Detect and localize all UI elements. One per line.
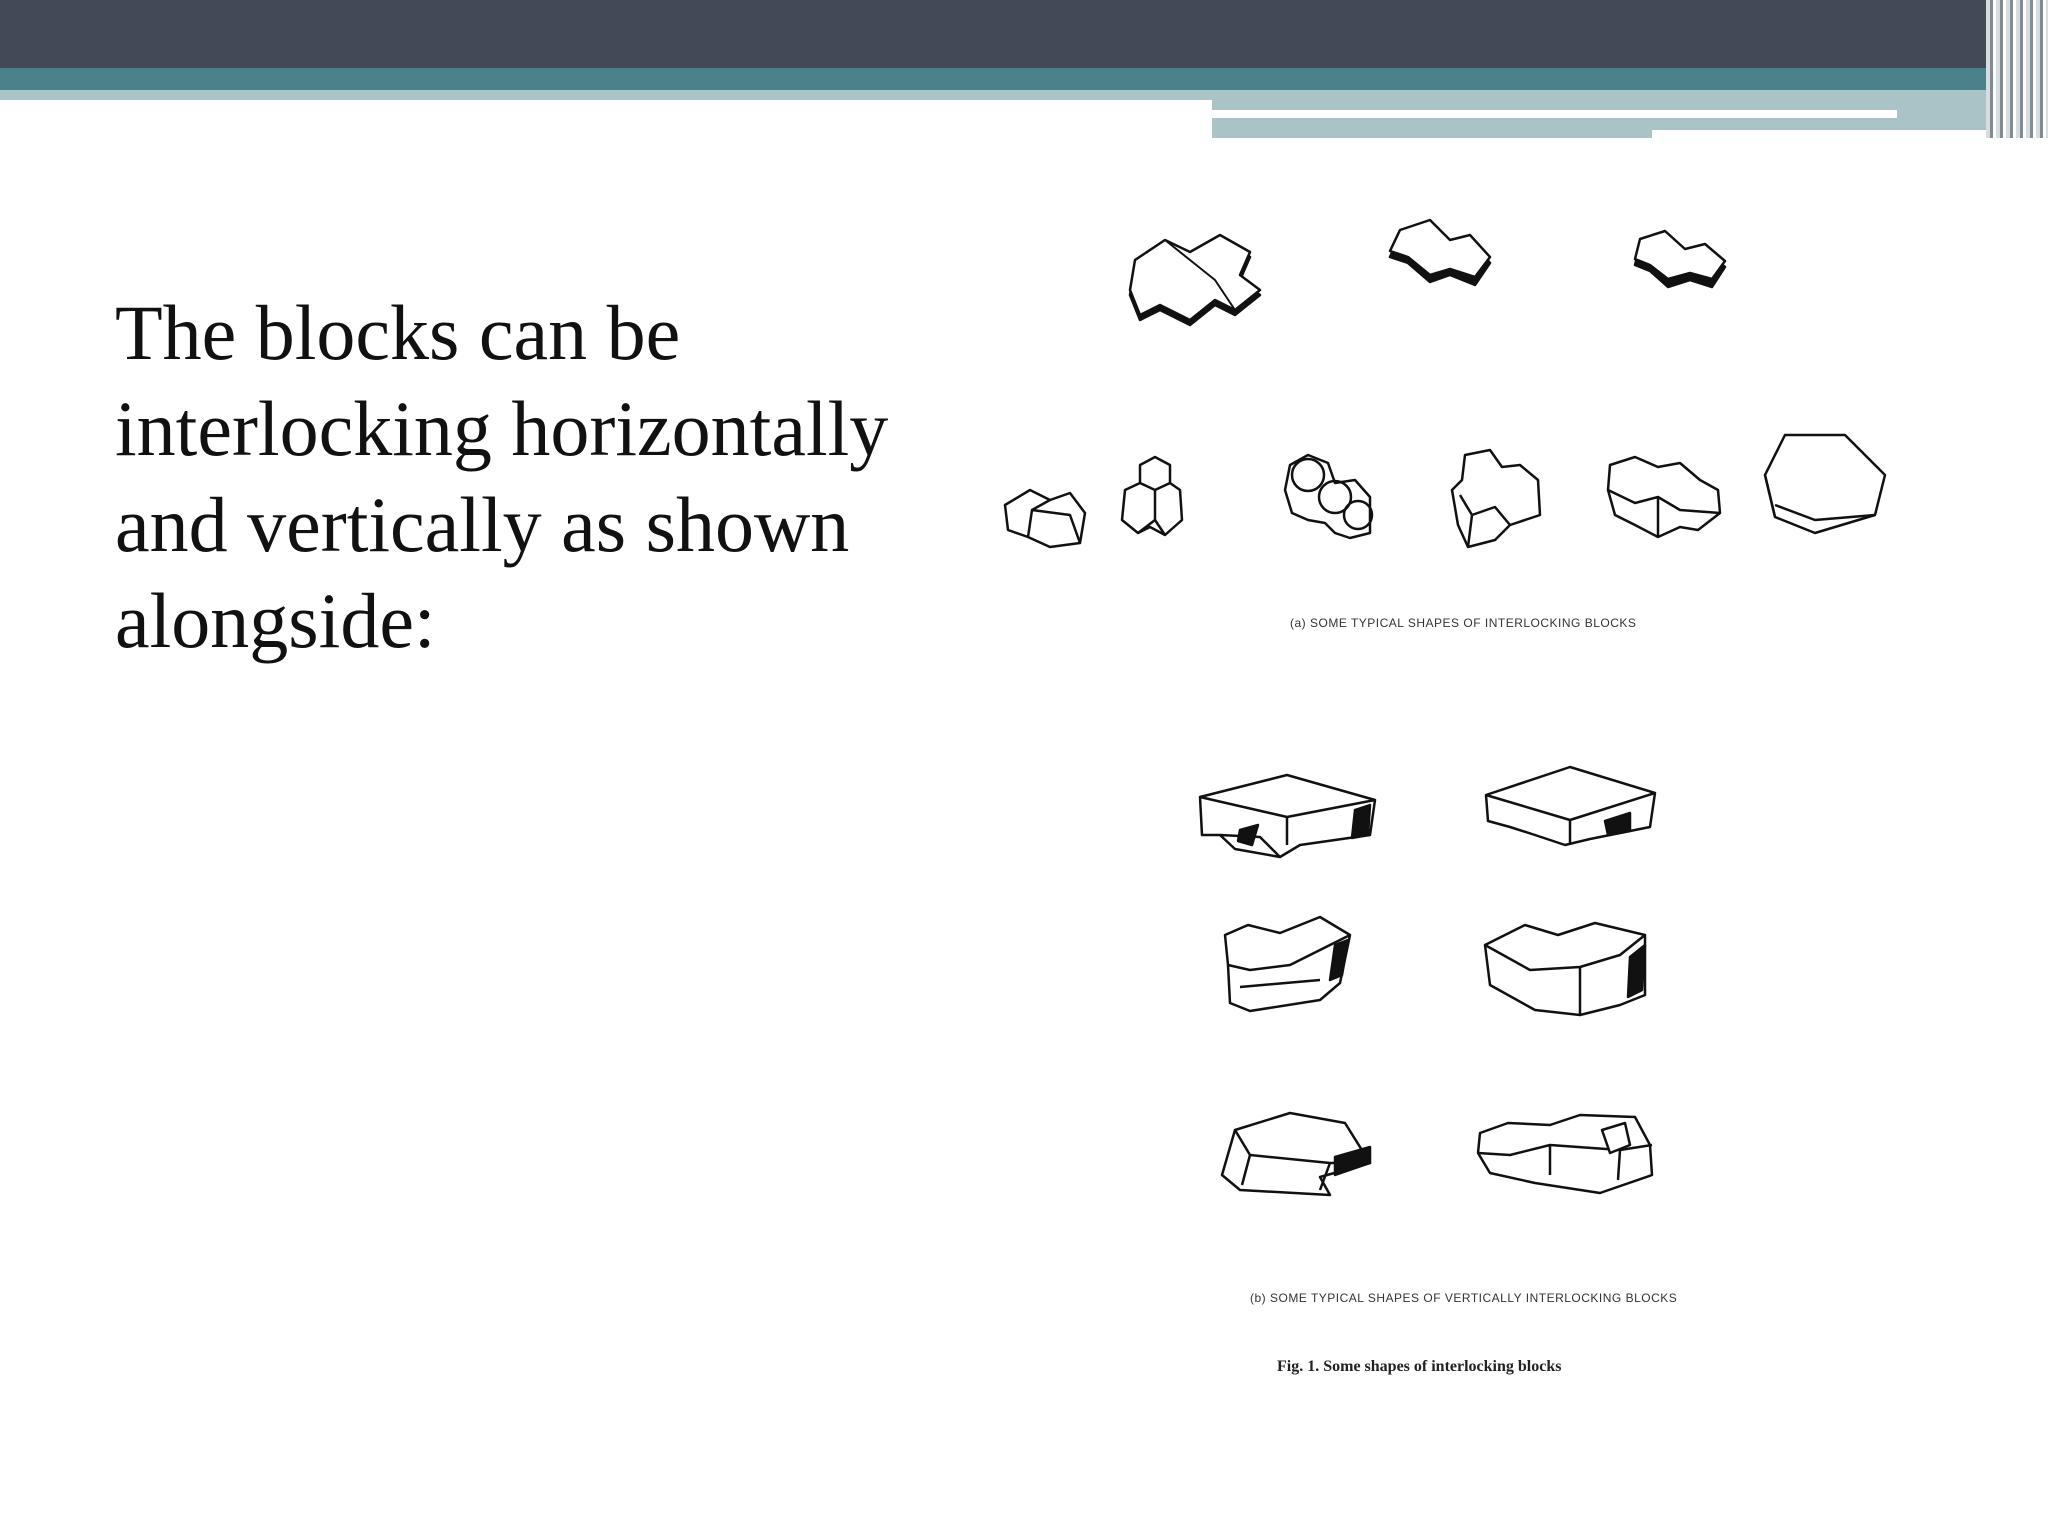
header-light-band bbox=[0, 90, 1212, 100]
header-dark-bar bbox=[0, 0, 2048, 68]
caption-b: (b) SOME TYPICAL SHAPES OF VERTICALLY INTERLOCKING BLOCKS bbox=[1250, 1291, 1678, 1305]
stepped-block bbox=[1608, 457, 1720, 537]
caption-a: (a) SOME TYPICAL SHAPES OF INTERLOCKING BLOCKS bbox=[1290, 616, 1637, 630]
hexagonal-slab-block bbox=[1222, 1113, 1370, 1195]
triple-hex-block bbox=[1122, 457, 1182, 535]
zigzag-block-cluster bbox=[1130, 235, 1260, 325]
curved-block-left bbox=[1225, 917, 1350, 1011]
cross-shaped-block bbox=[1452, 450, 1540, 547]
double-square-block bbox=[1005, 490, 1085, 547]
hex-chain-block bbox=[1285, 455, 1372, 538]
interlocking-blocks-figure bbox=[990, 145, 1920, 1435]
zigzag-block-single bbox=[1390, 220, 1490, 285]
zigzag-block-dark bbox=[1635, 231, 1725, 287]
flat-slab-block-left bbox=[1200, 775, 1375, 857]
hexagon-block bbox=[1765, 435, 1885, 533]
header-teal-band bbox=[0, 68, 2048, 90]
blocks-illustration bbox=[990, 145, 1920, 1435]
stepped-slab-block bbox=[1478, 1115, 1652, 1193]
figure-caption: Fig. 1. Some shapes of interlocking blocks bbox=[1277, 1358, 1562, 1375]
flat-slab-block-right bbox=[1486, 767, 1655, 845]
slide-body-text: The blocks can be interlocking horizontally and vertically as shown alongside: bbox=[115, 289, 889, 664]
corner-stripes-decoration bbox=[1986, 0, 2048, 138]
header-white-line bbox=[1212, 110, 1897, 118]
curved-block-right bbox=[1485, 923, 1645, 1015]
